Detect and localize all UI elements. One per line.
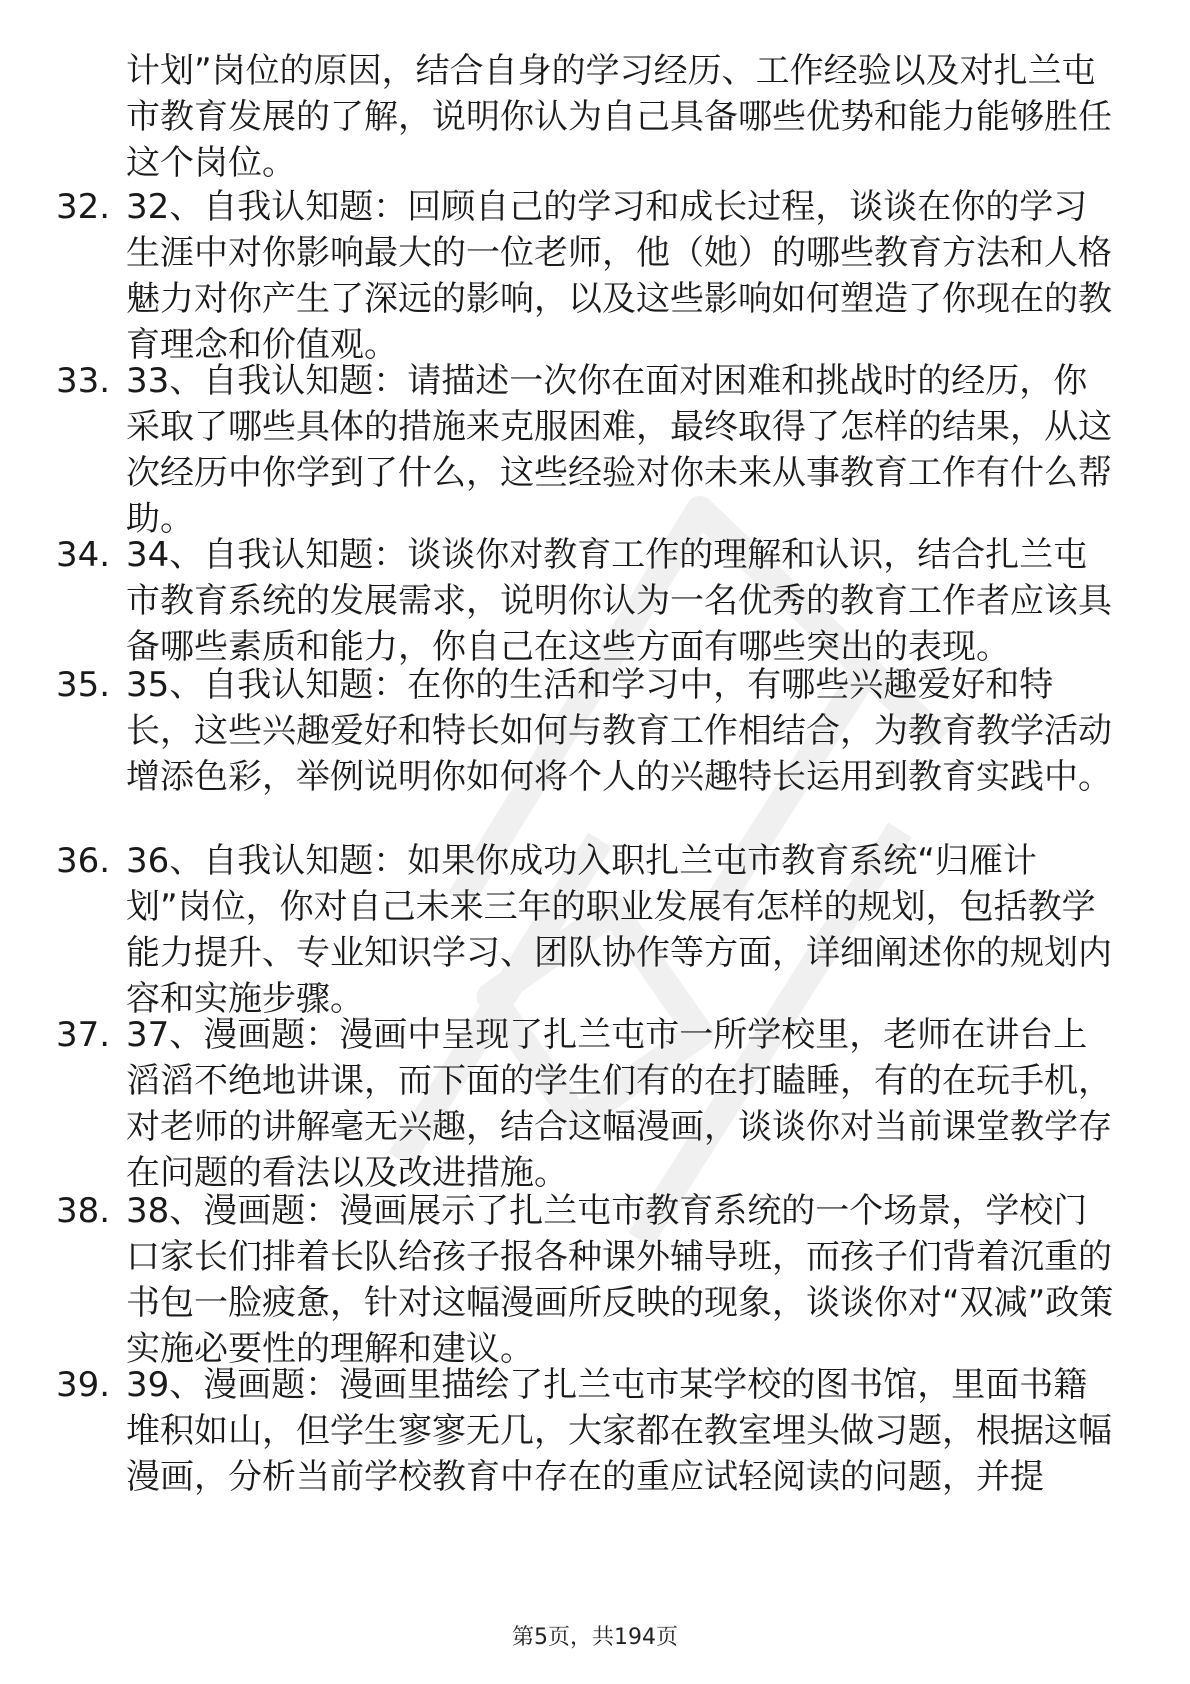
question-number: 39. [56,1365,111,1405]
question-text: 39、漫画题：漫画里描绘了扎兰屯市某学校的图书馆，里面书籍堆积如山，但学生寥寥无几，大家都在教室埋头做习题，根据这幅漫画，分析当前学校教育中存在的重应试轻阅读的问题，并提 [126,1365,1112,1497]
question-text: 38、漫画题：漫画展示了扎兰屯市教育系统的一个场景，学校门口家长们排着长队给孩子报各种课外辅导班，而孩子们背着沉重的书包一脸疲惫，针对这幅漫画所反映的现象，谈谈你对“双减”政策实施必要性的理解和建议。 [126,1191,1114,1369]
question-text: 35、自我认知题：在你的生活和学习中，有哪些兴趣爱好和特长，这些兴趣爱好和特长如何与教育工作相结合，为教育教学活动增添色彩，举例说明你如何将个人的兴趣特长运用到教育实践中。 [126,665,1112,797]
question-text: 34、自我认知题：谈谈你对教育工作的理解和认识，结合扎兰屯市教育系统的发展需求，说明你认为一名优秀的教育工作者应该具备哪些素质和能力，你自己在这些方面有哪些突出的表现。 [126,535,1112,667]
question-number: 32. [56,187,111,227]
question-text: 33、自我认知题：请描述一次你在面对困难和挑战时的经历，你采取了哪些具体的措施来克服困难，最终取得了怎样的结果，从这次经历中你学到了什么，这些经验对你未来从事教育工作有什么帮助。 [126,361,1112,539]
question-number: 38. [56,1191,111,1231]
page-footer: 第5页，共194页 [512,1625,678,1650]
continuation-paragraph: 计划”岗位的原因，结合自身的学习经历、工作经验以及对扎兰屯市教育发展的了解，说明你认为自己具备哪些优势和能力能够胜任这个岗位。 [126,51,1112,183]
question-number: 34. [56,535,111,575]
question-text: 36、自我认知题：如果你成功入职扎兰屯市教育系统“归雁计划”岗位，你对自己未来三年的职业发展有怎样的规划，包括教学能力提升、专业知识学习、团队协作等方面，详细阐述你的规划内容和实施步骤。 [126,841,1112,1019]
question-number: 36. [56,841,111,881]
question-number: 37. [56,1015,111,1055]
question-text: 32、自我认知题：回顾自己的学习和成长过程，谈谈在你的学习生涯中对你影响最大的一位老师，他（她）的哪些教育方法和人格魅力对你产生了深远的影响，以及这些影响如何塑造了你现在的教育理念和价值观。 [126,187,1112,365]
question-number: 33. [56,361,111,401]
question-number: 35. [56,665,111,705]
question-text: 37、漫画题：漫画中呈现了扎兰屯市一所学校里，老师在讲台上滔滔不绝地讲课，而下面的学生们有的在打瞌睡，有的在玩手机，对老师的讲解毫无兴趣，结合这幅漫画，谈谈你对当前课堂教学存在问题的看法以及改进措施。 [126,1015,1112,1193]
